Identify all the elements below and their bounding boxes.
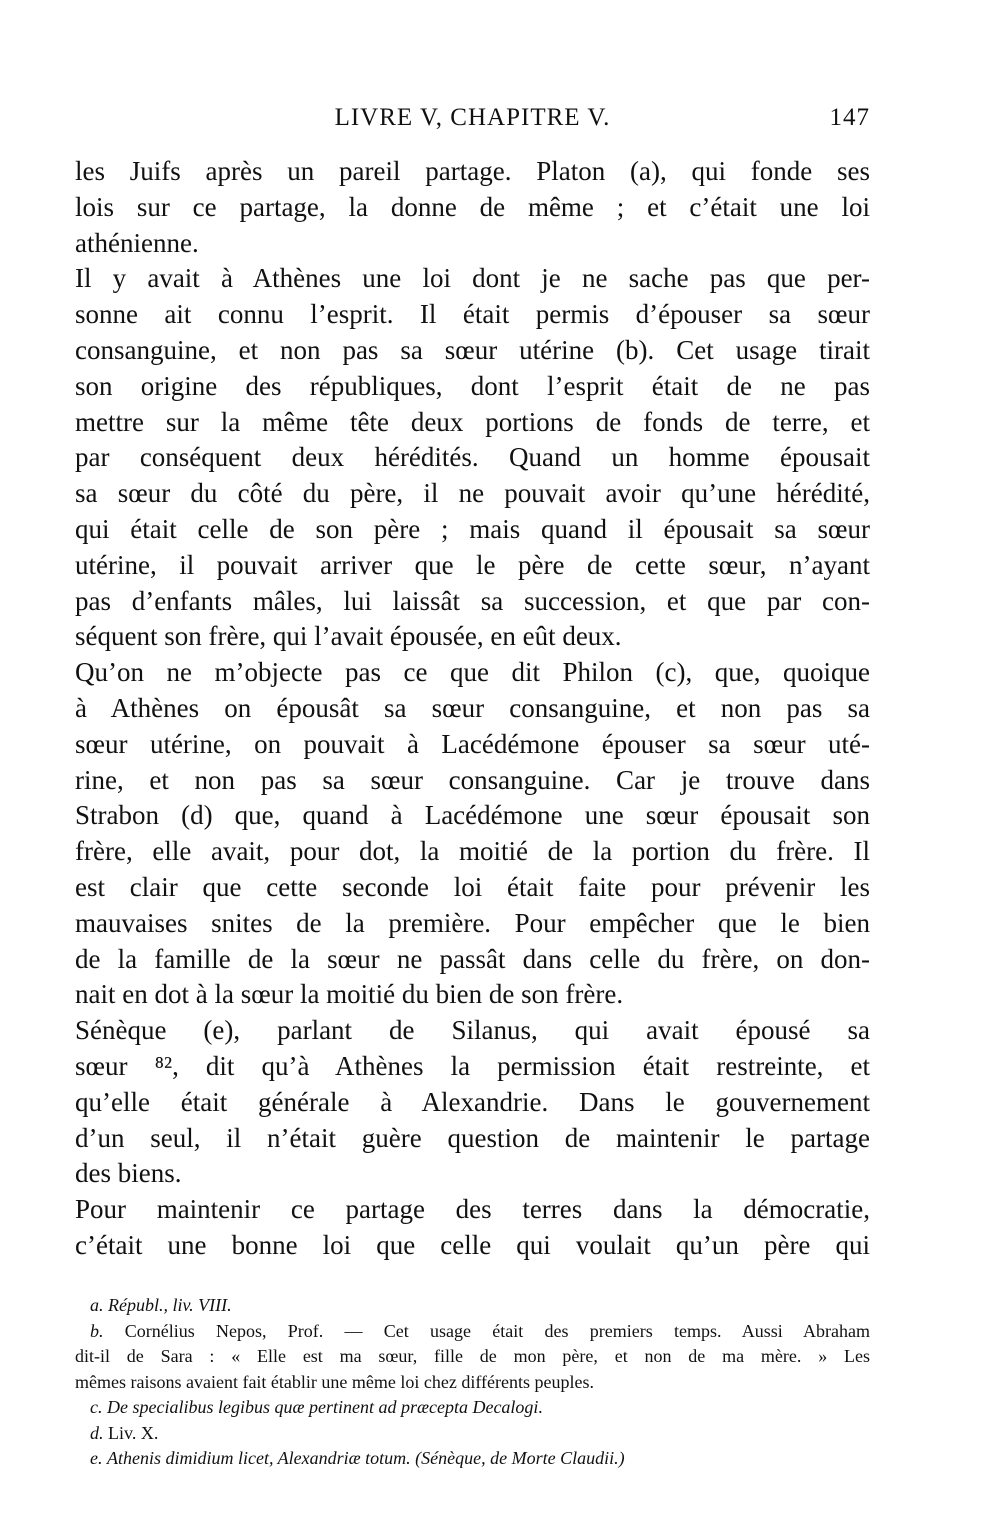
text-line: par conséquent deux hérédités. Quand un homme épousait <box>75 442 870 473</box>
footnote-label: c. <box>90 1397 103 1417</box>
footnote <box>75 1395 870 1421</box>
text-line: frère, elle avait, pour dot, la moitié de la portion du frère. Il <box>75 836 870 867</box>
text-line: athénienne. <box>75 227 199 258</box>
page-number: 147 <box>829 104 870 131</box>
footnote-text: mêmes raisons avaient fait établir une même loi chez différents peuples. <box>75 1371 594 1392</box>
footnote-label: b. <box>90 1320 104 1341</box>
footnote <box>75 1319 870 1396</box>
text-line: Pour maintenir ce partage des terres dans la démocratie, <box>75 1194 870 1225</box>
text-line: de la famille de la sœur ne passât dans celle du frère, on don- <box>75 943 870 974</box>
running-title: LIVRE V, CHAPITRE V. <box>334 104 611 131</box>
page-header <box>75 104 870 140</box>
text-line: pas d’enfants mâles, lui laissât sa succession, et que par con- <box>75 585 870 616</box>
footnote-text: Liv. X. <box>108 1422 159 1443</box>
text-line: les Juifs après un pareil partage. Platon (a), qui fonde ses <box>75 156 870 186</box>
text-line: lois sur ce partage, la donne de même ; et c’était une loi <box>75 191 870 222</box>
footnote <box>75 1421 870 1447</box>
text-line: sœur ⁸², dit qu’à Athènes la permission était restreinte, et <box>75 1050 870 1081</box>
text-line: mettre sur la même tête deux portions de fonds de terre, et <box>75 406 870 437</box>
text-line: des biens. <box>75 1158 182 1189</box>
text-line: nait en dot à la sœur la moitié du bien de son frère. <box>75 979 624 1010</box>
footnote-text: Cornélius Nepos, Prof. — Cet usage était des premiers temps. Aussi Abraham <box>124 1320 870 1341</box>
text-line: son origine des républiques, dont l’esprit était de ne pas <box>75 370 870 401</box>
text-line: rine, et non pas sa sœur consanguine. Car je trouve dans <box>75 764 870 795</box>
text-line: est clair que cette seconde loi était faite pour prévenir les <box>75 871 870 902</box>
text-line: Qu’on ne m’objecte pas ce que dit Philon (c), que, quoique <box>75 657 870 688</box>
text-line: Strabon (d) que, quand à Lacédémone une sœur épousait son <box>75 800 870 831</box>
footnote-text: De specialibus legibus quæ pertinent ad præcepta Decalogi. <box>107 1397 543 1417</box>
paragraph <box>75 154 870 261</box>
text-line: qui était celle de son père ; mais quand il épousait sa sœur <box>75 513 870 544</box>
paragraph <box>75 655 870 1013</box>
footnote <box>75 1293 870 1319</box>
footnote-label: e. <box>90 1448 103 1468</box>
text-line: consanguine, et non pas sa sœur utérine (b). Cet usage tirait <box>75 334 870 365</box>
text-line: utérine, il pouvait arriver que le père de cette sœur, n’ayant <box>75 549 870 580</box>
text-line: c’était une bonne loi que celle qui voulait qu’un père qui <box>75 1229 870 1260</box>
text-line: sœur utérine, on pouvait à Lacédémone épouser sa sœur uté- <box>75 728 870 759</box>
footnote <box>75 1446 870 1472</box>
text-line: sonne ait connu l’esprit. Il était permis d’épouser sa sœur <box>75 299 870 330</box>
text-line: séquent son frère, qui l’avait épousée, en eût deux. <box>75 621 622 652</box>
text-line: d’un seul, il n’était guère question de maintenir le partage <box>75 1122 870 1153</box>
text-line: mauvaises snites de la première. Pour empêcher que le bien <box>75 907 870 938</box>
text-line: Sénèque (e), parlant de Silanus, qui avait épousé sa <box>75 1015 870 1046</box>
footnote-text: Républ., liv. VIII. <box>108 1295 232 1315</box>
footnotes <box>75 1293 870 1472</box>
paragraph <box>75 1192 870 1264</box>
paragraph <box>75 261 870 655</box>
paragraph <box>75 1013 870 1192</box>
footnote-label: a. <box>90 1295 104 1315</box>
footnote-text: Athenis dimidium licet, Alexandriæ totum. (Sénèque, de Morte Claudii.) <box>107 1448 625 1468</box>
text-line: à Athènes on épousât sa sœur consanguine, et non pas sa <box>75 692 870 723</box>
text-line: qu’elle était générale à Alexandrie. Dans le gouvernement <box>75 1086 870 1117</box>
text-line: Il y avait à Athènes une loi dont je ne sache pas que per- <box>75 263 870 294</box>
text-line: sa sœur du côté du père, il ne pouvait avoir qu’une hérédité, <box>75 478 870 509</box>
footnote-label: d. <box>90 1422 104 1443</box>
body-text <box>75 154 870 1264</box>
footnote-text: dit-il de Sara : « Elle est ma sœur, fille de mon père, et non de ma mère. » Les <box>75 1346 870 1366</box>
